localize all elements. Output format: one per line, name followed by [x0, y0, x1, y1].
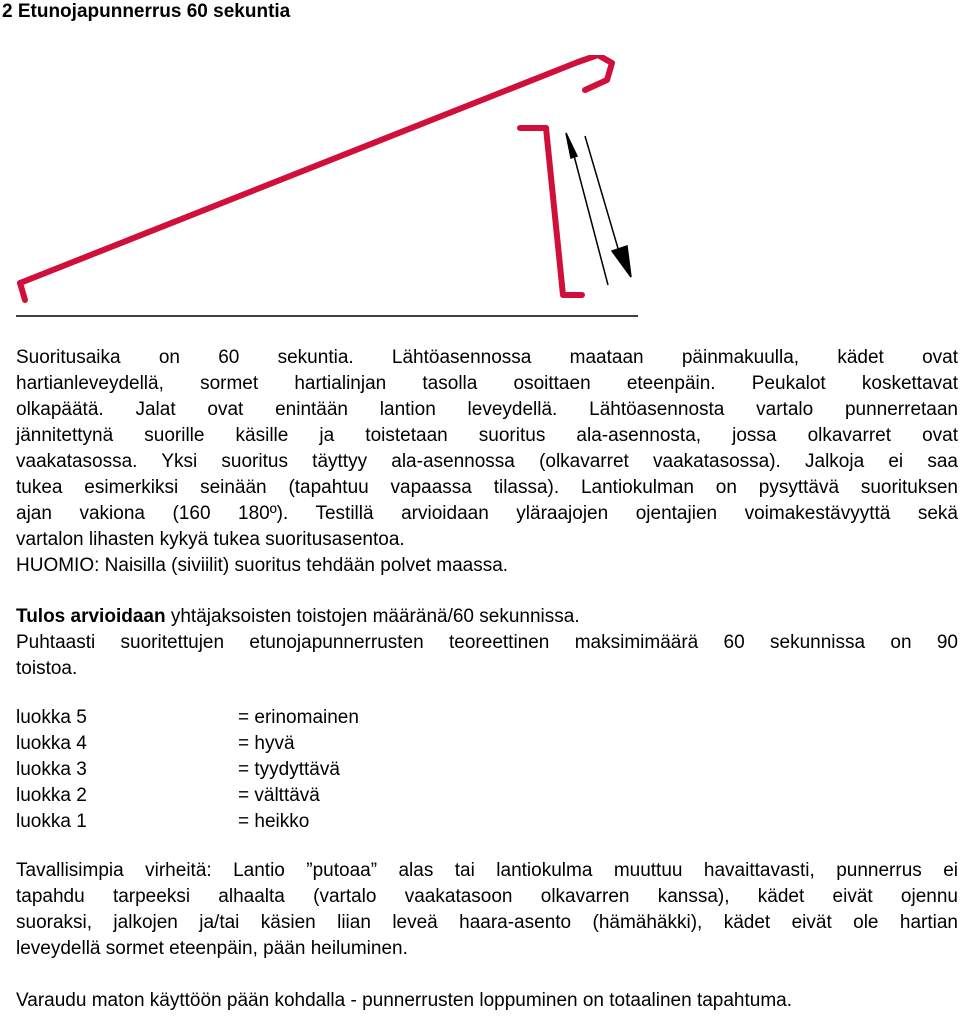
class-name: luokka 1 — [16, 811, 87, 832]
pushup-figure-illustration — [0, 55, 660, 325]
class-row — [16, 705, 359, 731]
class-row — [16, 809, 359, 835]
max-line: toistoa. — [16, 658, 78, 679]
result-rest: yhtäjaksoisten toistojen määränä/60 sekunnissa. — [165, 606, 580, 627]
result-line — [16, 604, 958, 630]
errors-line: suoraksi, jalkojen ja/tai käsien liian leveä haara-asento (hämähäkki), kädet eivät ole hartian — [16, 912, 958, 933]
description-paragraph — [16, 345, 958, 579]
errors-line: Tavallisimpia virheitä: Lantio ”putoaa” alas tai lantiokulma muuttuu havaittavasti, punnerrus ei — [16, 860, 958, 881]
class-list — [16, 705, 359, 835]
class-name: luokka 4 — [16, 733, 87, 754]
class-value: = tyydyttävä — [238, 759, 340, 780]
class-name: luokka 2 — [16, 785, 87, 806]
page-title: 2 Etunojapunnerrus 60 sekuntia — [2, 1, 291, 22]
up-arrow-icon — [566, 133, 608, 285]
class-row — [16, 783, 359, 809]
class-row — [16, 757, 359, 783]
down-arrow-icon — [585, 136, 631, 277]
description-line: olkapäätä. Jalat ovat enintään lantion leveydellä. Lähtöasennosta vartalo punnerretaan — [16, 399, 958, 420]
description-line: vartalon lihasten kykyä tukea suoritusasentoa. — [16, 529, 405, 550]
max-line: Puhtaasti suoritettujen etunojapunnerrusten teoreettinen maksimimäärä 60 sekunnissa on 90 — [16, 632, 958, 653]
description-line: tukea esimerkiksi seinään (tapahtuu vapaassa tilassa). Lantiokulman on pysyttävä suorituksen — [16, 477, 958, 498]
description-line: Suoritusaika on 60 sekuntia. Lähtöasennossa maataan päinmakuulla, kädet ovat — [16, 347, 958, 368]
class-value: = heikko — [238, 811, 310, 832]
warning-paragraph: Varaudu maton käyttöön pään kohdalla - punnerrusten loppuminen on totaalinen tapahtuma. — [16, 990, 793, 1011]
result-paragraph — [16, 604, 958, 682]
note-line: HUOMIO: Naisilla (siviilit) suoritus tehdään polvet maassa. — [16, 555, 509, 576]
class-name: luokka 5 — [16, 707, 87, 728]
errors-line: leveydellä sormet eteenpäin, pään heiluminen. — [16, 938, 408, 959]
description-line: ajan vakiona (160 180º). Testillä arvioidaan yläraajojen ojentajien voimakestävyyttä sekä — [16, 503, 958, 524]
description-line: jännitettynä suorille käsille ja toistetaan suoritus ala-asennosta, jossa olkavarret ovat — [16, 425, 958, 446]
class-value: = välttävä — [238, 785, 320, 806]
class-name: luokka 3 — [16, 759, 87, 780]
errors-line: tapahdu tarpeeksi alhaalta (vartalo vaakatasoon olkavarren kanssa), kädet eivät ojennu — [16, 886, 958, 907]
result-bold: Tulos arvioidaan — [16, 606, 166, 627]
description-line: vaakatasossa. Yksi suoritus täyttyy ala-asennossa (olkavarret vaakatasossa). Jalkoja ei saa — [16, 451, 958, 472]
description-line: hartianleveydellä, sormet hartialinjan tasolla osoittaen eteenpäin. Peukalot koskettavat — [16, 373, 958, 394]
stick-figure — [20, 55, 612, 300]
class-value: = hyvä — [238, 733, 295, 754]
errors-paragraph — [16, 858, 958, 962]
class-row — [16, 731, 359, 757]
class-value: = erinomainen — [238, 707, 359, 728]
